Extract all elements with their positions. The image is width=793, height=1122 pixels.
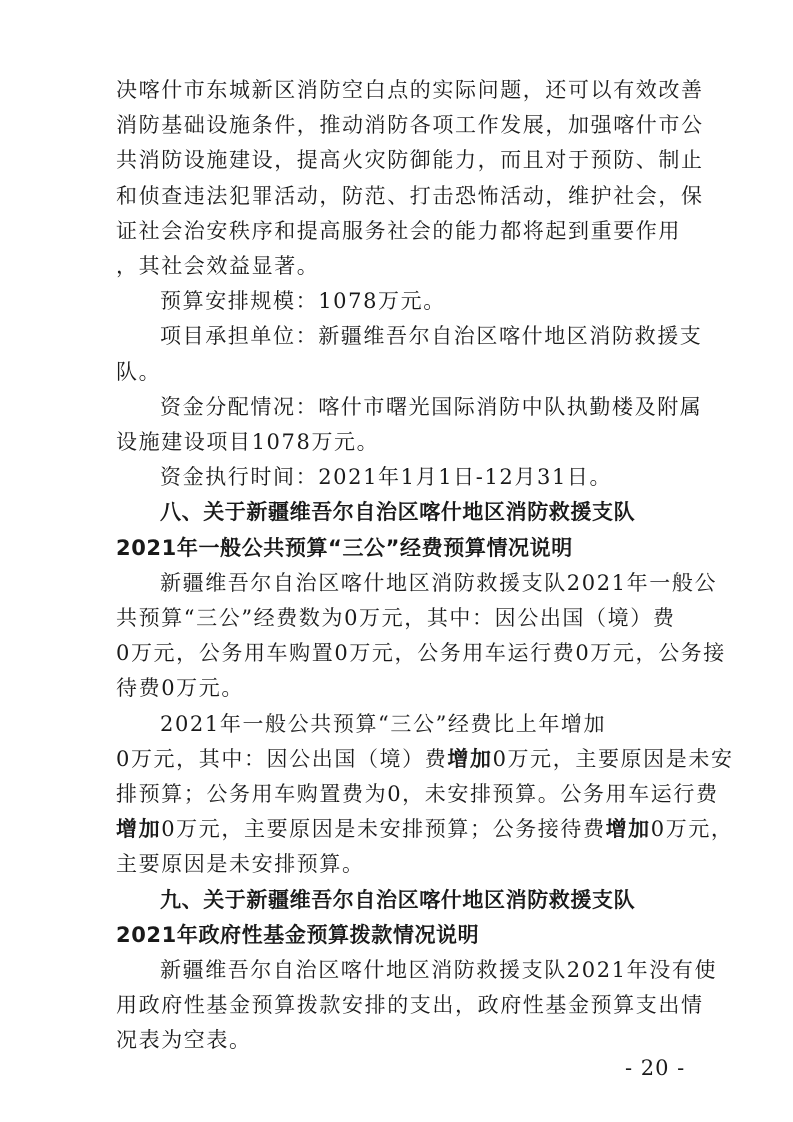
body-text-line: 证社会治安秩序和提高服务社会的能力都将起到重要作用	[116, 218, 681, 243]
text-span: 0万元，主要原因是未安排预算；公务接待费	[161, 817, 606, 842]
page-number: - 20 -	[625, 1055, 686, 1080]
body-text-line: 况表为空表。	[116, 1028, 252, 1053]
body-text-line: 共消防设施建设，提高火灾防御能力，而且对于预防、制止	[116, 148, 704, 173]
section-9-heading-cont: 2021年政府性基金预算拨款情况说明	[116, 922, 480, 947]
body-text-line: 设施建设项目1078万元。	[116, 430, 380, 454]
section-9-heading: 九、关于新疆维吾尔自治区喀什地区消防救援支队	[160, 887, 636, 912]
bold-text-span: 增加	[116, 817, 162, 842]
body-text-line: 新疆维吾尔自治区喀什地区消防救援支队2021年没有使	[160, 958, 718, 982]
body-text-line: 和侦查违法犯罪活动，防范、打击恐怖活动，维护社会，保	[116, 183, 704, 208]
body-text-line: 0万元，公务用车购置0万元，公务用车运行费0万元，公务接	[116, 641, 726, 666]
text-span: 0万元，	[650, 817, 734, 842]
fund-allocation-line: 资金分配情况：喀什市曙光国际消防中队执勤楼及附属	[160, 394, 703, 419]
body-text-line: 决喀什市东城新区消防空白点的实际问题，还可以有效改善	[116, 78, 704, 102]
body-text-line: 消防基础设施条件，推动消防各项工作发展，加强喀什市公	[116, 113, 704, 138]
body-text-line: 新疆维吾尔自治区喀什地区消防救援支队2021年一般公	[160, 570, 718, 595]
body-text-line: ，其社会效益显著。	[116, 254, 320, 278]
section-8-heading: 八、关于新疆维吾尔自治区喀什地区消防救援支队	[160, 500, 636, 525]
body-text-line: 排预算；公务用车购置费为0，未安排预算。公务用车运行费	[116, 782, 719, 806]
body-text-line: 用政府性基金预算拨款安排的支出，政府性基金预算支出情	[116, 993, 704, 1018]
section-8-heading-cont: 2021年一般公共预算“三公”经费预算情况说明	[116, 535, 573, 560]
project-unit-line: 项目承担单位：新疆维吾尔自治区喀什地区消防救援支	[160, 324, 703, 349]
body-text-line: 共预算“三公”经费数为0万元，其中：因公出国（境）费	[116, 606, 676, 630]
text-span: 0万元，其中：因公出国（境）费	[116, 746, 448, 771]
body-text-line: 待费0万元。	[116, 676, 244, 701]
text-span: 0万元，主要原因是未安	[492, 746, 734, 771]
bold-text-span: 增加	[605, 817, 651, 842]
body-text-line: 队。	[116, 359, 162, 384]
body-text-line: 主要原因是未安排预算。	[116, 852, 365, 877]
execution-time-line: 资金执行时间：2021年1月1日-12月31日。	[160, 465, 613, 490]
body-text-line: 2021年一般公共预算“三公”经费比上年增加	[160, 711, 607, 736]
bold-text-span: 增加	[447, 746, 493, 771]
budget-scale-line: 预算安排规模：1078万元。	[160, 289, 446, 314]
